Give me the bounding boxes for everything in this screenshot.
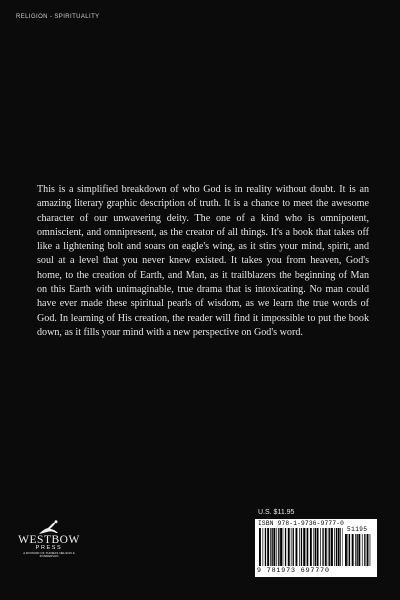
publisher-name: WESTBOW xyxy=(18,534,80,546)
barcode-digits: 9 781973 697770 xyxy=(257,567,330,574)
publisher-division: A DIVISION OF THOMAS NELSON & ZONDERVAN xyxy=(23,551,75,559)
price-label: U.S. $11.95 xyxy=(258,509,295,516)
publisher-press: PRESS xyxy=(35,545,63,551)
isbn-barcode xyxy=(255,519,377,577)
ean5-bars xyxy=(345,534,373,568)
price-code: 51195 xyxy=(347,526,368,533)
book-description: This is a simplified breakdown of who God is in reality without doubt. It is an amazing literary graphic description of truth. It is a chance to meet the awesome character of our unwavering deity. The one of a kind who is omnipotent, omniscient, and omnipresent, as the creator of all things. It's a book that takes off like a lightening bolt and soars on eagle's wing, as it stirs your mind, spirit, and soul at a level that you never knew existed. It takes you from heaven, God's home, to the creation of Earth, and Man, as it trailblazers the beginning of Man on this Earth with unimaginable, true drama that is intoxicating. No man could have ever made these spiritual pearls of wisdom, as we learn the true words of God. In learning of His creation, the reader will find it impossible to put the book down, as it fills your mind with a new perspective on God's word. xyxy=(37,184,369,338)
ean13-bars xyxy=(259,528,343,568)
category-label: RELIGION - SPIRITUALITY xyxy=(16,14,100,20)
publisher-logo xyxy=(14,520,84,559)
isbn-number: ISBN 978-1-9736-9777-0 xyxy=(258,520,345,527)
